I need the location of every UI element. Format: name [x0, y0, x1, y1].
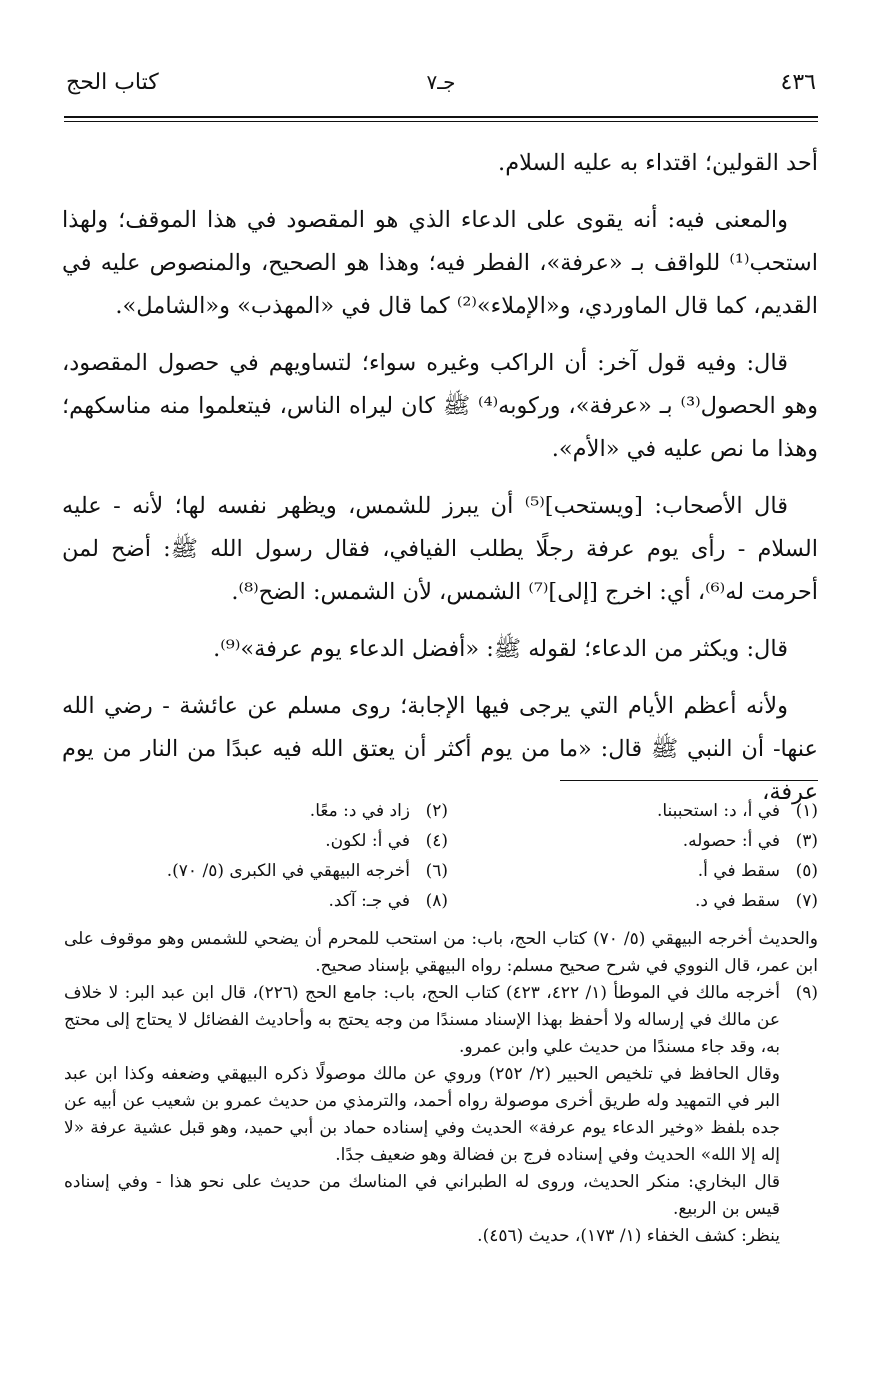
footnote-text: قال البخاري: منكر الحديث، وروى له الطبراني في المناسك من حديث على نحو هذا - وفي إسناده قيس بن الربيع.: [64, 1172, 780, 1219]
footnote-continuation: والحديث أخرجه البيهقي (٥/ ٧٠) كتاب الحج، باب: من استحب للمحرم أن يضحي للشمس وهو موقوف على ابن عمر، قال النووي في شرح صحيح مسلم: رواه البيهقي بإسناد صحيح.: [64, 929, 818, 976]
footnote: [78, 826, 448, 856]
footnote-text: وقال الحافظ في تلخيص الحبير (٢/ ٢٥٢) وروي عن مالك موصولًا ذكره البيهقي وضعفه وكذا ابن عبد البر في التمهيد وله طريق أخرى موصولة رواه أحمد، والترمذي من حديث عمرو بن شعيب عن أبيه عن جده بلفظ «وخير الدعاء يوم عرفة» الحديث وفي إسناده حماد بن أبي حميد، وهو قبل عشية عرفة «لا إله إلا الله» الحديث وفي إسناده فرج بن فضالة وهو ضعيف جدًا.: [64, 1064, 780, 1165]
footnote-text: في أ: حصوله.: [682, 831, 780, 851]
footnote: [64, 980, 818, 1250]
page-number: ٤٣٦: [780, 70, 816, 95]
page-header: [66, 70, 816, 106]
footnote-row: [64, 886, 818, 916]
footnote-number: (٦): [425, 861, 448, 881]
footnote: [78, 796, 448, 826]
main-text: [62, 142, 818, 828]
footnote-separator: [560, 780, 818, 781]
footnote-text: في جـ: آكد.: [328, 891, 410, 911]
header-rule-thick: [64, 116, 818, 118]
footnotes-short: [64, 796, 818, 916]
footnote: [448, 856, 818, 886]
footnote-text: في أ: لكون.: [325, 831, 410, 851]
footnote-number: (١): [795, 801, 818, 821]
footnote-number: (٨): [425, 891, 448, 911]
footnote-number: (٤): [425, 831, 448, 851]
footnote-number: (٣): [795, 831, 818, 851]
footnote-text: سقط في أ.: [697, 861, 780, 881]
footnotes-long: [64, 926, 818, 1250]
footnote: [448, 886, 818, 916]
footnote-text: ينظر: كشف الخفاء (١/ ١٧٣)، حديث (٤٥٦).: [477, 1226, 780, 1246]
footnote: [78, 886, 448, 916]
footnote-row: [64, 856, 818, 886]
footnote-text: في أ، د: استحببنا.: [656, 801, 780, 821]
footnote-text: أخرجه مالك في الموطأ (١/ ٤٢٢، ٤٢٣) كتاب الحج، باب: جامع الحج (٢٢٦)، قال ابن عبد البر: لا خلاف عن مالك في إرساله ولا أحفظ بهذا الإسناد مسندًا من وجه يحتج به وأحاديث الفضائل لا يحتاج إلى محتج به، وقد جاء مسندًا من حديث علي وابن عمرو.: [64, 983, 781, 1057]
header-rule-thin: [64, 121, 818, 122]
footnote-text: زاد في د: معًا.: [309, 801, 410, 821]
footnote-number: (٢): [425, 801, 448, 821]
paragraph: ولأنه أعظم الأيام التي يرجى فيها الإجابة؛ روى مسلم عن عائشة - رضي الله عنها- أن النبي ﷺ قال: «ما من يوم أكثر أن يعتق الله فيه عبدًا من النار من يوم عرفة،: [62, 693, 818, 805]
book-title: كتاب الحج: [66, 70, 159, 95]
footnote-body: [64, 980, 780, 1250]
paragraph: والمعنى فيه: أنه يقوى على الدعاء الذي هو المقصود في هذا الموقف؛ ولهذا استحب⁽¹⁾ للواقف بـ «عرفة»، الفطر فيه؛ وهذا هو الصحيح، والمنصوص عليه في القديم، كما قال الماوردي، و«الإملاء»⁽²⁾ كما قال في «المهذب» و«الشامل».: [62, 207, 818, 319]
footnote-number: (٩): [795, 983, 818, 1003]
footnote-text: سقط في د.: [694, 891, 780, 911]
footnote: [448, 826, 818, 856]
volume-label: جـ٧: [426, 70, 456, 94]
paragraph: أحد القولين؛ اقتداء به عليه السلام.: [498, 150, 818, 176]
footnote: [448, 796, 818, 826]
footnote-number: (٧): [795, 891, 818, 911]
footnote-number: (٥): [795, 861, 818, 881]
footnote-text: أخرجه البيهقي في الكبرى (٥/ ٧٠).: [166, 861, 410, 881]
footnote-row: [64, 796, 818, 826]
paragraph: قال: وفيه قول آخر: أن الراكب وغيره سواء؛ لتساويهم في حصول المقصود، وهو الحصول⁽³⁾ بـ «عرفة»، وركوبه⁽⁴⁾ ﷺ كان ليراه الناس، فيتعلموا منه مناسكهم؛ وهذا ما نص عليه في «الأم».: [62, 350, 818, 462]
paragraph: قال: ويكثر من الدعاء؛ لقوله ﷺ: «أفضل الدعاء يوم عرفة»⁽⁹⁾.: [213, 636, 788, 662]
footnote-row: [64, 826, 818, 856]
footnote: [78, 856, 448, 886]
paragraph: قال الأصحاب: [ويستحب]⁽⁵⁾ أن يبرز للشمس، ويظهر نفسه لها؛ لأنه - عليه السلام - رأى يوم عرفة رجلًا يطلب الفيافي، فقال رسول الله ﷺ: أضح لمن أحرمت له⁽⁶⁾، أي: اخرج [إلى]⁽⁷⁾ الشمس، لأن الشمس: الضح⁽⁸⁾.: [62, 493, 818, 605]
